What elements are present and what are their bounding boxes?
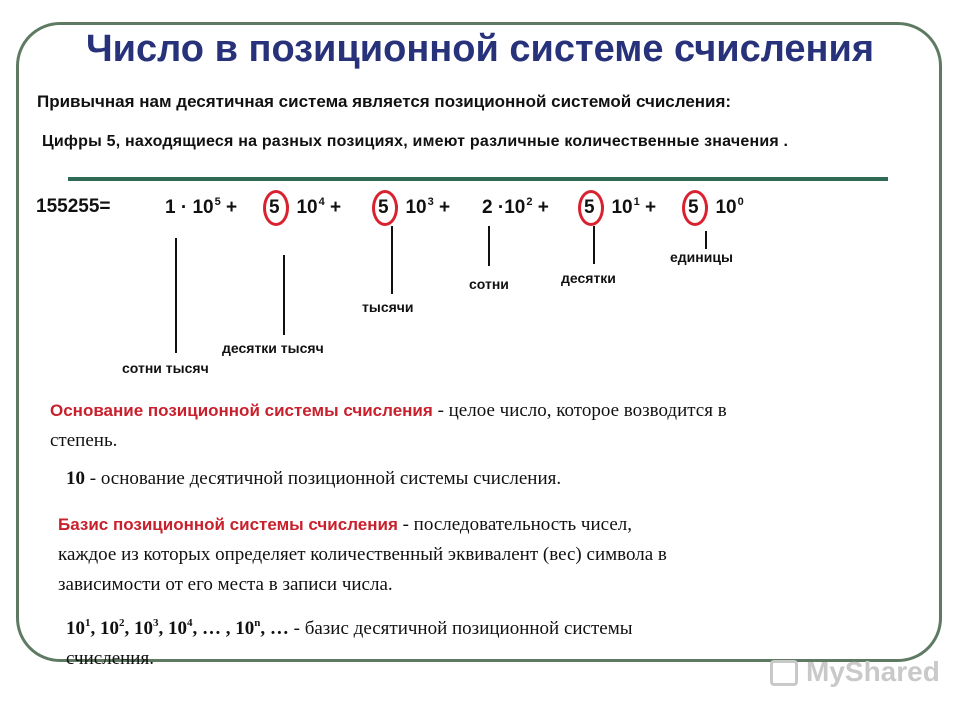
pointer-line [705,231,707,249]
pointer-line [593,226,595,264]
label-ten-thousands: десятки тысяч [222,340,324,356]
pointer-line [391,226,393,294]
term-1: $1 \cdot 10^5$ + [165,196,238,218]
watermark: MyShared [806,656,940,687]
divider [68,177,888,181]
term-5: $5 \cdot 10^1$ + [584,196,657,218]
subtitle: Привычная нам десятичная система является позиционной системой счисления: [37,92,732,111]
label-tens: десятки [561,270,616,286]
pointer-line [175,238,177,353]
circle-highlight [682,190,708,226]
slide-title: Число в позиционной системе счисления [85,28,875,70]
term-6: $5 \cdot 10^0$ [688,196,744,218]
term-2: $5 \cdot 10^4$ + [269,196,342,218]
term-4: $2 \cdot 10^2$ + [482,196,549,218]
circle-highlight [263,190,289,226]
base-example: 10 - основание десятичной позиционной системы счисления. [66,468,562,489]
pointer-line [488,226,490,266]
circle-highlight [578,190,604,226]
term-3: $5 \cdot 10^3$ + [378,196,451,218]
number-label: 155255= [36,196,111,217]
label-hundred-thousands: сотни тысяч [122,360,209,376]
circle-highlight [372,190,398,226]
basis-definition: Базис позиционной системы счисления - последовательность чисел, каждое из которых определяет количественный эквивалент (вес) символа в зависимости от его места в записи числа. [58,514,667,595]
label-thousands: тысячи [362,299,414,315]
basis-example: $10^1$, $10^2$, $10^3$, $10^4$, … , 10$^n$, … - базис десятичной позиционной системы счисления. [66,617,633,669]
base-definition: Основание позиционной системы счисления - целое число, которое возводится в степень. [50,400,727,451]
digits-note: Цифры 5, находящиеся на разных позициях, имеют различные количественные значения . [42,133,789,150]
pointer-line [283,255,285,335]
watermark-icon [770,660,798,686]
label-units: единицы [670,249,733,265]
label-hundreds: сотни [469,276,509,292]
